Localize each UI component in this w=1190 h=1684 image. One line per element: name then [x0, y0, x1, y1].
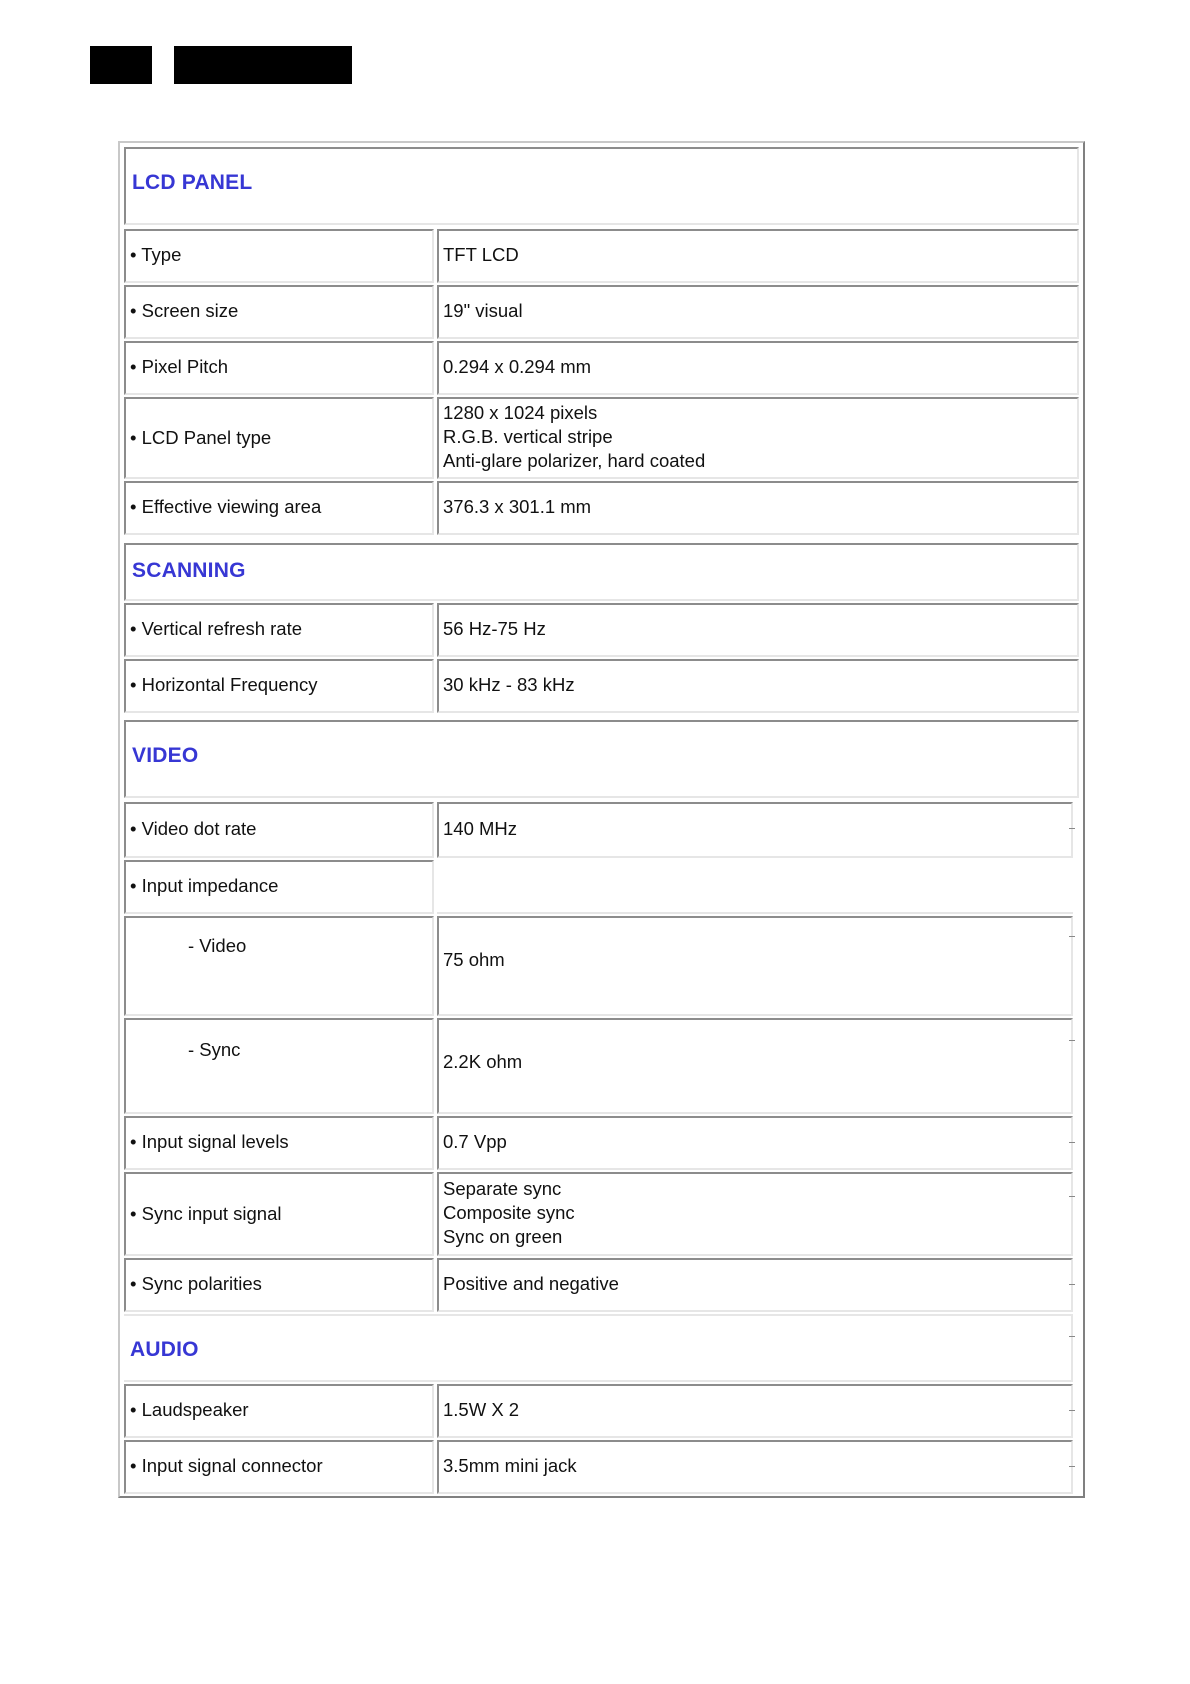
spec-row-pixel-pitch	[124, 341, 1079, 395]
spec-row-horizontal-frequency	[124, 659, 1079, 713]
section-header-scanning	[124, 543, 1079, 601]
spec-row-sync-polarities	[124, 1258, 1073, 1312]
edge-tick	[1069, 828, 1075, 829]
spec-label: • Video dot rate	[130, 818, 257, 839]
section-title: SCANNING	[132, 559, 246, 582]
spec-row-input-signal-levels	[124, 1116, 1073, 1170]
edge-tick	[1069, 936, 1075, 937]
spec-value-line: R.G.B. vertical stripe	[443, 426, 613, 447]
spec-value: 56 Hz-75 Hz	[443, 618, 546, 639]
spec-value: 2.2K ohm	[443, 1051, 523, 1072]
spec-label: • Screen size	[130, 300, 239, 321]
spec-value: 0.7 Vpp	[443, 1131, 507, 1152]
spec-row-vertical-refresh-rate	[124, 603, 1079, 657]
spec-label: • Input signal levels	[130, 1131, 289, 1152]
spec-value-line: 1280 x 1024 pixels	[443, 402, 598, 423]
edge-tick	[1069, 1410, 1075, 1411]
spec-value: Positive and negative	[443, 1273, 619, 1294]
redacted-block-right	[174, 46, 352, 84]
edge-tick	[1069, 1196, 1075, 1197]
spec-label: • Horizontal Frequency	[130, 674, 318, 695]
spec-value-line: Separate sync	[443, 1178, 562, 1199]
spec-label: • Vertical refresh rate	[130, 618, 303, 639]
spec-row-input-signal-connector	[124, 1440, 1073, 1494]
spec-row-video-dot-rate	[124, 802, 1073, 858]
spec-row-lcd-panel-type	[124, 397, 1079, 479]
spec-value: 1.5W X 2	[443, 1399, 520, 1420]
spec-value: 30 kHz - 83 kHz	[443, 674, 575, 695]
section-title: AUDIO	[130, 1338, 199, 1361]
spec-label: • Effective viewing area	[130, 496, 322, 517]
edge-tick	[1069, 1466, 1075, 1467]
spec-label: • Input impedance	[130, 875, 279, 896]
spec-value: TFT LCD	[443, 244, 519, 265]
spec-value-line: Composite sync	[443, 1202, 575, 1223]
edge-tick	[1069, 1336, 1075, 1337]
spec-row-sync-input-signal	[124, 1172, 1073, 1256]
section-title: VIDEO	[132, 744, 199, 767]
spec-label: - Video	[188, 935, 247, 956]
spec-label: • LCD Panel type	[130, 427, 272, 448]
redacted-block-left	[90, 46, 152, 84]
spec-value: 3.5mm mini jack	[443, 1455, 577, 1476]
edge-tick	[1069, 1142, 1075, 1143]
spec-row-input-impedance	[124, 860, 1073, 914]
specification-table	[118, 141, 1085, 1498]
spec-row-screen-size	[124, 285, 1079, 339]
spec-label: • Type	[130, 244, 182, 265]
spec-row-laudspeaker	[124, 1384, 1073, 1438]
spec-value-line: Sync on green	[443, 1226, 563, 1247]
section-title: LCD PANEL	[132, 171, 253, 194]
edge-tick	[1069, 1040, 1075, 1041]
spec-label: • Sync input signal	[130, 1203, 282, 1224]
spec-value: 19" visual	[443, 300, 523, 321]
edge-tick	[1069, 1284, 1075, 1285]
section-header-audio	[124, 1314, 1073, 1382]
spec-value: 75 ohm	[443, 949, 505, 970]
spec-row-impedance-video	[124, 916, 1073, 1016]
spec-row-effective-viewing-area	[124, 481, 1079, 535]
spec-value-line: Anti-glare polarizer, hard coated	[443, 450, 706, 471]
spec-label: • Sync polarities	[130, 1273, 262, 1294]
spec-row-type	[124, 229, 1079, 283]
spec-value: 140 MHz	[443, 818, 518, 839]
section-header-lcd-panel	[124, 147, 1079, 225]
spec-value: 376.3 x 301.1 mm	[443, 496, 592, 517]
spec-label: - Sync	[188, 1039, 241, 1060]
spec-row-impedance-sync	[124, 1018, 1073, 1114]
spec-value: 0.294 x 0.294 mm	[443, 356, 592, 377]
spec-label: • Laudspeaker	[130, 1399, 249, 1420]
section-header-video	[124, 720, 1079, 798]
spec-label: • Pixel Pitch	[130, 356, 228, 377]
spec-label: • Input signal connector	[130, 1455, 323, 1476]
